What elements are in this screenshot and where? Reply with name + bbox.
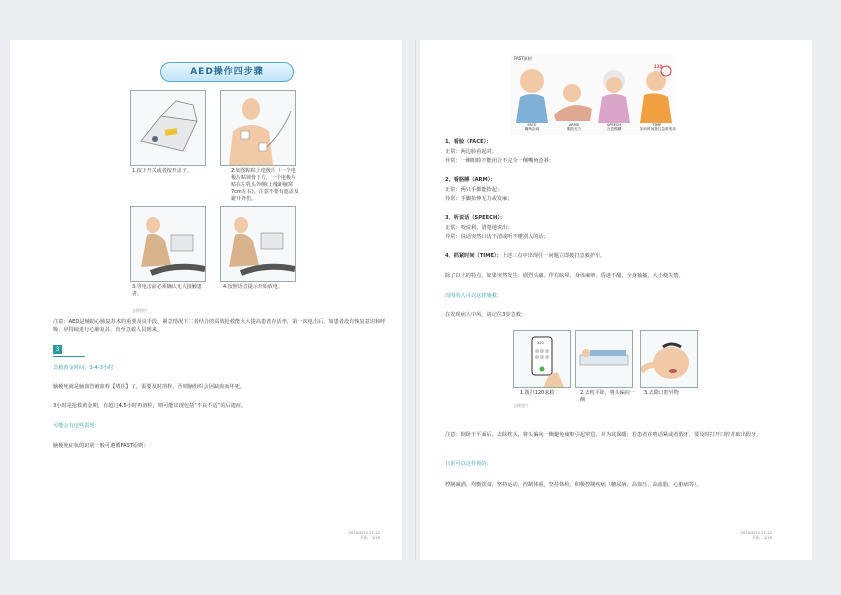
fast-panel-face	[520, 123, 544, 131]
fast-panel-cn: 言语模糊	[606, 127, 622, 131]
aed-device-illustration	[130, 90, 206, 166]
aed-note: 注意：AED是辅助心肺复苏术的重要及良手段，紧急情况下二者结合的高效抢救能大大提高患者存活率，第一次电击后，如患者没有恢复意识和呼吸，应持续进行心肺复苏，直至急救人员到来。	[53, 319, 386, 333]
fast-phone-badge: 120	[654, 64, 663, 69]
page-divider	[415, 40, 416, 560]
fast-panel-arms	[562, 123, 586, 131]
extra-symptoms: 除了以上的特点，如果突然发生：剧烈头痛、伴有眩晕、身体麻痹、昏迷不醒、全身抽搐、大小便失禁。	[445, 273, 684, 279]
footer-page-number: 页码 - 4/16	[752, 535, 772, 540]
prevention-text: 控制减酒，均衡饮食，坚持运动，控制体重，坚持体检，积极控制疾病（糖尿病，高血压，高血脂，心脏病等）。	[445, 482, 702, 488]
electrode-pads-illustration	[220, 90, 296, 166]
section-number-badge: 3	[53, 345, 62, 354]
fast-panel-en: FACE	[527, 123, 537, 127]
image-source: 去棵照片	[513, 403, 529, 408]
page-title: AED操作四步骤	[160, 62, 294, 82]
prevention-heading: 日常可以这样预防：	[445, 461, 492, 467]
golden-time-heading: 急救黄金时间：3-4-3小时	[53, 365, 114, 371]
symptoms-heading: 可能会有这些表现：	[53, 423, 100, 429]
fast-label: FAST原则	[514, 56, 532, 61]
fast-panel-en: ARMS	[568, 123, 580, 127]
call-120-illustration	[513, 330, 571, 388]
fast-panel-en: SPEECH	[606, 123, 622, 127]
fast-panel-cn: 如有时间拨打急救电话	[640, 127, 676, 131]
clear-mouth-illustration	[640, 330, 698, 388]
time-line	[445, 252, 605, 260]
speech-heading: 3、听说话（SPEECH）：	[445, 215, 506, 221]
left-page	[10, 40, 402, 560]
face-heading: 1、看脸（FACE）：	[445, 139, 492, 145]
confirm-no-contact-illustration	[130, 206, 206, 282]
footer-timestamp: 2025/6/23 21:12	[740, 530, 772, 535]
rescue-step-3: 3.去除口腔异物	[644, 390, 679, 396]
footer-page-number: 页码 - 3/16	[360, 535, 380, 540]
badge-underline	[53, 356, 85, 357]
phone-number: 120	[537, 341, 544, 345]
arm-abnormal: 异常：手脚抬伸无力或发麻；	[445, 196, 513, 202]
face-abnormal: 异常：一侧眼睑不能闭合不完全一侧嘴角歪斜；	[445, 158, 554, 164]
golden-time-text-2: 3小时是抢救黄金期，有超过4.5小时再溶栓，则可能出现包括“不良不适”的后遗症。	[53, 403, 247, 409]
step-caption-3: 3.等电击前必须确认无人接触患者。	[132, 284, 202, 297]
rescue-step-1: 1.拨打120求救	[520, 390, 555, 396]
speech-normal: 正常：咬说利，清楚地说出；	[445, 225, 513, 231]
fast-intro-text: 脑梗死症状的识别一般可遵循FAST原则：	[53, 443, 149, 449]
face-normal: 正常：两边脸看起对；	[445, 149, 497, 155]
rescue-note: 注意：倒卧于平面后，去除枕头，将头偏向一侧避免痰呕引起窒息，并为其保暖；若患者在嘻话紧或者假牙，要及时打开口腔并取出假牙。	[445, 432, 762, 438]
fast-panel-cn: 肌肢无力	[566, 127, 582, 131]
press-shock-illustration	[220, 206, 296, 282]
arm-heading: 2、看胳膊（ARM）：	[445, 177, 496, 183]
page-footer	[702, 530, 772, 540]
rescue-intro: 在发现病人中风，请记住3步急救：	[445, 312, 527, 318]
step-caption-4: 4.按照语音提示开始放电。	[223, 284, 283, 290]
footer-timestamp: 2025/6/23 21:12	[348, 530, 380, 535]
page-footer	[310, 530, 380, 540]
time-heading: 4、抓紧时间（TIME）：	[445, 253, 502, 259]
time-text: 上述三点中出现任一问题立即拨打急救护车。	[501, 253, 606, 259]
fast-illustration	[510, 55, 675, 135]
rescue-heading: 周围的人可以这样施救：	[445, 293, 503, 299]
arm-normal: 正常：两只手都能抬起；	[445, 187, 503, 193]
golden-time-text-1: 脑梗死就是脑血管被血栓【堵住】了，需要及时溶栓，否则脑组织会因缺血而坏死。	[53, 384, 245, 390]
step-caption-1: 1.按下开关或者按开盖子。	[132, 168, 192, 174]
rescue-step-2: 2.去枕平卧，将头偏向一侧	[580, 390, 635, 403]
lie-flat-illustration	[575, 330, 633, 388]
step-caption-2: 2.如图粘贴上电极片（一个电极片贴锁骨下方，一个电极片贴在左乳头外侧(上缘距腋窝7cm左右)。注意不要有遮盖及避开外伤。	[231, 168, 299, 202]
image-source: 去棵照片	[132, 308, 148, 313]
fast-panel-en: TIME	[652, 123, 662, 127]
speech-abnormal: 异常：说话突然口齿不清或听不懂别人的话；	[445, 234, 549, 240]
fast-panel-cn: 嘴角歪斜	[524, 127, 540, 131]
right-page	[420, 40, 812, 560]
fast-panel-speech	[602, 123, 626, 131]
fast-panel-time	[640, 123, 674, 131]
